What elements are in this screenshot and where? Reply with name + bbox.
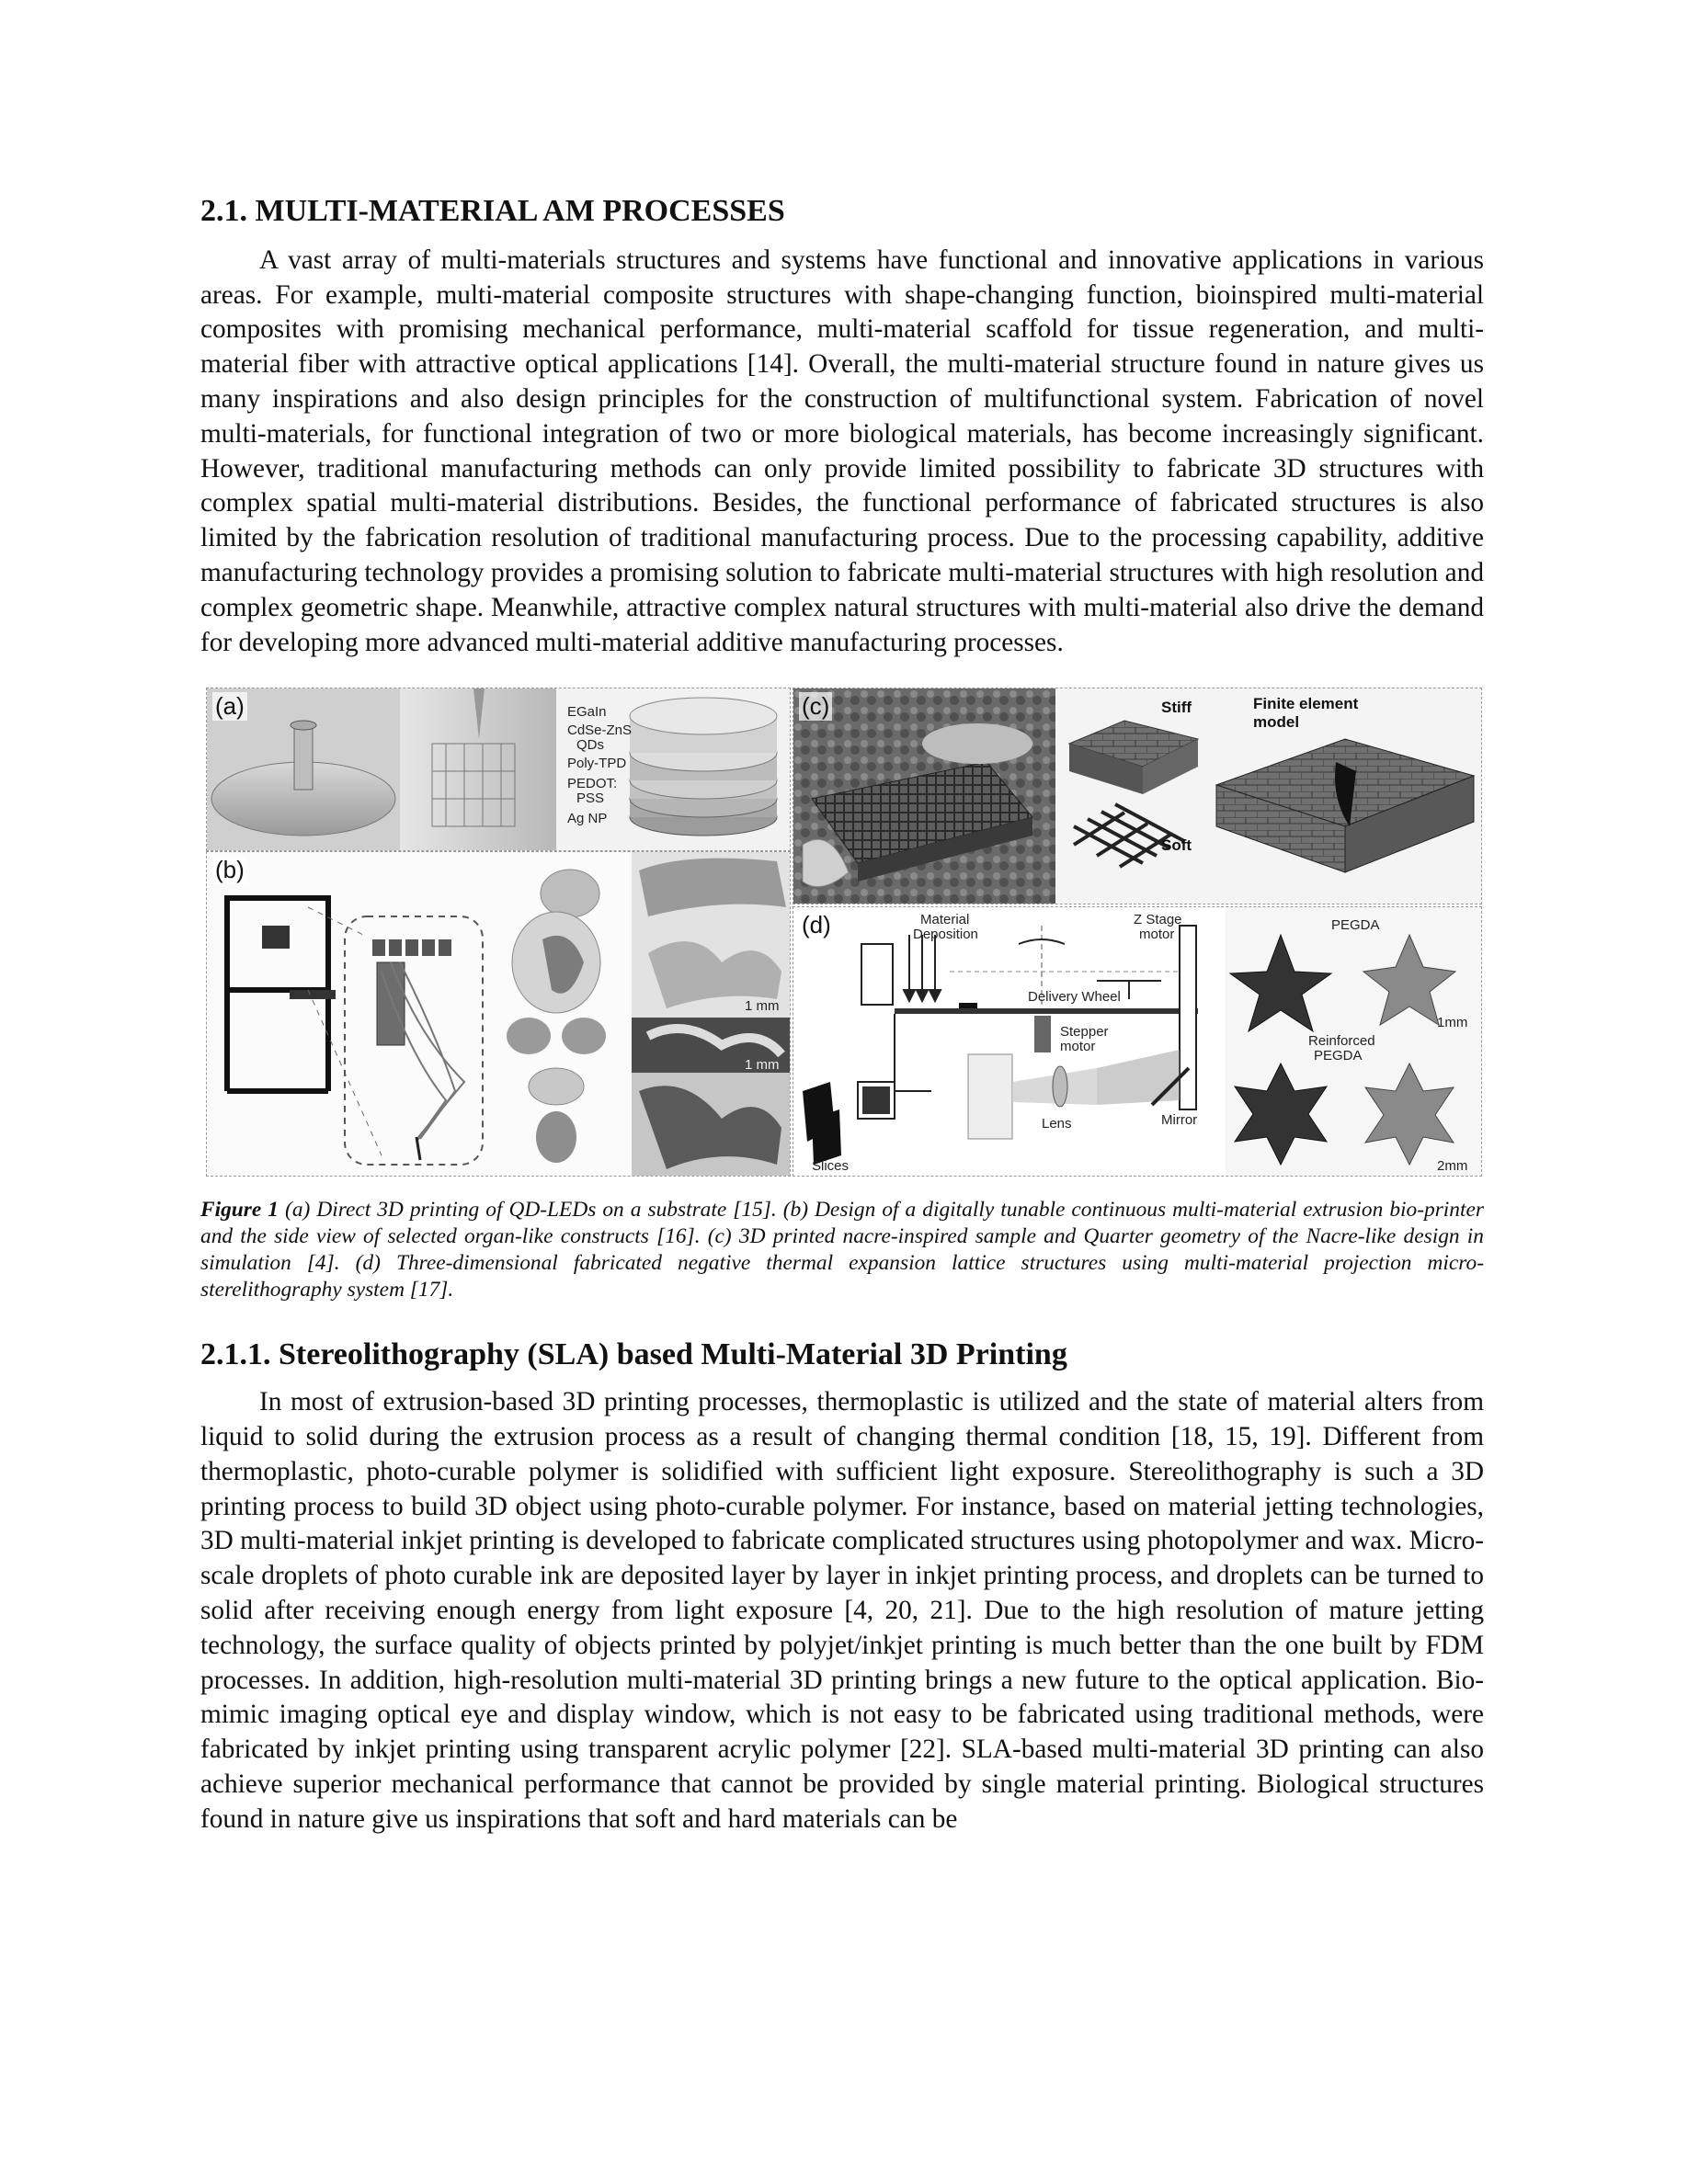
panel-d-label: (d) (799, 911, 834, 939)
zstage-label: Z Stage (1134, 912, 1182, 928)
scale-label: 1 mm (745, 1057, 780, 1074)
panel-d (793, 906, 1482, 1177)
stepper-label: motor (1060, 1039, 1096, 1055)
panel-b-image (207, 852, 790, 1176)
panel-c (793, 688, 1482, 904)
lens-label: Lens (1042, 1116, 1072, 1132)
subsection-paragraph: In most of extrusion-based 3D printing processes, thermoplastic is utilized and the state of material alters from liquid to solid during the extrusion process as a result of changing thermal condition [18, 15, 19]. Different from thermoplastic, photo-curable polymer is solidified with sufficient light exposure. Stereolithography is such a 3D printing process to build 3D object using photo-curable polymer. For instance, based on material jetting technologies, 3D multi-material inkjet printing is developed to fabricate complicated structures using photopolymer and wax. Micro-scale droplets of photo curable ink are deposited layer by layer in inkjet printing process, and droplets can be turned to solid after receiving enough energy from light exposure [4, 20, 21]. Due to the high resolution of mature jetting technology, the surface quality of objects printed by polyjet/inkjet printing is much better than the one built by FDM processes. In addition, high-resolution multi-material 3D printing brings a new future to the optical application. Bio-mimic imaging optical eye and display window, which is not easy to be fabricated using traditional methods, were fabricated by inkjet printing using transparent acrylic polymer [22]. SLA-based multi-material 3D printing can also achieve superior mechanical performance that cannot be provided by single material printing. Biological structures found in nature give us inspirations that soft and hard materials can be (200, 1387, 1484, 1834)
caption-text: (a) Direct 3D printing of QD-LEDs on a substrate [15]. (b) Design of a digitally tunable continuous multi-material extrusion bio-printer and the side view of selected organ-like constructs [16]. (c) 3D printed nacre-inspired sample and Quarter geometry of the Nacre-like design in simulation [4]. (d) Three-dimensional fabricated negative thermal expansion lattice structures using multi-material projection micro-sterelithography system [17]. (200, 1198, 1484, 1302)
slices-label: Slices (812, 1158, 850, 1175)
stiff-label: Stiff (1161, 699, 1192, 717)
figure-caption (200, 1197, 1484, 1303)
reinforced-label: PEGDA (1314, 1048, 1363, 1064)
panel-a (206, 688, 791, 851)
material-label: Deposition (913, 927, 978, 943)
soft-label: Soft (1161, 836, 1192, 855)
panel-d-image (793, 907, 1481, 1176)
zstage-label: motor (1139, 927, 1175, 943)
scale-label: 1 mm (745, 998, 780, 1015)
panel-c-label: (c) (799, 692, 832, 721)
layer-label: QDs (576, 737, 604, 754)
figure-1 (200, 688, 1484, 1175)
layer-label: Ag NP (567, 811, 608, 827)
caption-label: Figure 1 (200, 1198, 279, 1223)
layer-label: PEDOT: (567, 776, 618, 792)
scale-label: 1mm (1437, 1015, 1468, 1031)
subsection-heading: 2.1.1. Stereolithography (SLA) based Multi-Material 3D Printing (200, 1337, 1067, 1372)
section-heading: 2.1. MULTI-MATERIAL AM PROCESSES (200, 194, 785, 228)
panel-c-image (793, 688, 1481, 904)
layer-label: EGaIn (567, 704, 607, 721)
fem-label: Finite element (1253, 695, 1359, 713)
section-paragraph: A vast array of multi-materials structures and systems have functional and innovative applications in various areas. For example, multi-material composite structures with shape-changing function, bioinspired multi-material composites with promising mechanical performance, multi-material scaffold for tissue regeneration, and multi-material fiber with attractive optical applications [14]. Overall, the multi-material structure found in nature gives us many inspirations and also design principles for the construction of multifunctional system. Fabrication of novel multi-materials, for functional integration of two or more biological materials, has become increasingly significant. However, traditional manufacturing methods can only provide limited possibility to fabricate 3D structures with complex spatial multi-material distributions. Besides, the functional performance of fabricated structures is also limited by the fabrication resolution of traditional manufacturing process. Due to the processing capability, additive manufacturing technology provides a promising solution to fabricate multi-material structures with high resolution and complex geometric shape. Meanwhile, attractive complex natural structures with multi-material also drive the demand for developing more advanced multi-material additive manufacturing processes. (200, 245, 1484, 657)
mirror-label: Mirror (1161, 1112, 1198, 1129)
layer-label: PSS (576, 791, 605, 807)
panel-b (206, 851, 791, 1177)
pegda-label: PEGDA (1331, 917, 1380, 934)
reinforced-label: Reinforced (1308, 1033, 1375, 1050)
delivery-label: Delivery Wheel (1028, 989, 1121, 1006)
material-label: Material (920, 912, 970, 928)
page-content (200, 193, 1484, 1837)
panel-a-label: (a) (212, 692, 247, 721)
fem-label: model (1253, 713, 1300, 732)
stepper-label: Stepper (1060, 1024, 1109, 1041)
layer-label: CdSe-ZnS (567, 722, 633, 739)
panel-a-image (207, 688, 790, 850)
layer-label: Poly-TPD (567, 756, 627, 772)
scale-label: 2mm (1437, 1158, 1468, 1175)
panel-b-label: (b) (212, 856, 247, 884)
